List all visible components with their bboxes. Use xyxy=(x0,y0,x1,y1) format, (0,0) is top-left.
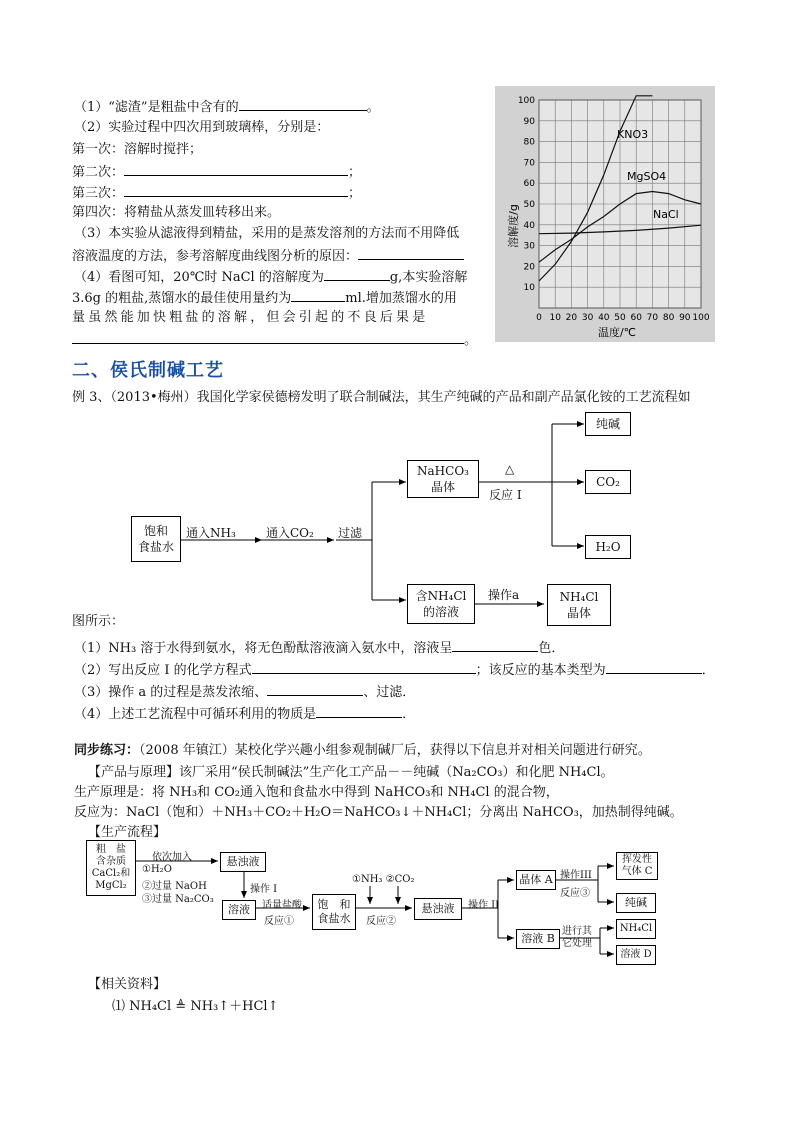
step3-label: 第三次： xyxy=(72,186,125,201)
q4-end: 。 xyxy=(464,333,478,348)
reaction1-label: 反应 I xyxy=(489,488,522,502)
prod-text: 该厂采用“侯氏制碱法”生产化工产品－－纯碱（Na₂CO₃）和化肥 NH₄Cl。 xyxy=(179,765,614,780)
y-tick-label: 50 xyxy=(523,200,535,210)
step-co2-label: 通入CO₂ xyxy=(266,526,314,540)
x-tick-label: 60 xyxy=(630,313,642,323)
q4-text: （4）看图可知，20℃时 NaCl 的溶解度为 xyxy=(74,270,324,285)
chart-xlabel: 温度/℃ xyxy=(597,326,637,339)
react1-label: 反应① xyxy=(264,916,294,927)
raw-salt-box xyxy=(86,840,136,896)
nh4cl-crystal-line2: 晶体 xyxy=(566,606,591,620)
x-tick-label: 80 xyxy=(662,313,675,323)
react3-label: 反应③ xyxy=(560,888,590,899)
gases-label: ①NH₃ ②CO₂ xyxy=(352,874,415,885)
op-a-label: 操作a xyxy=(488,588,520,602)
y-tick-label: 20 xyxy=(523,262,535,273)
step4-text: 第四次：将精盐从蒸发皿转移出来。 xyxy=(72,205,281,220)
y-tick-label: 70 xyxy=(523,158,535,169)
series-label-nacl: NaCl xyxy=(653,208,679,221)
sat-line2: 食盐水 xyxy=(317,912,351,925)
x-tick-label: 90 xyxy=(679,313,691,323)
suspension2-box: 悬浊液 xyxy=(414,898,462,920)
q3-text: （3）本实验从滤液得到精盐，采用的是蒸发溶剂的方法而不用降低 xyxy=(74,226,460,241)
op1-label: 操作 I xyxy=(250,884,278,895)
ex3-q1-end: 色． xyxy=(538,641,565,656)
gas-c-box xyxy=(616,852,658,880)
ref-title: 【相关资料】 xyxy=(88,977,167,992)
y-tick-label: 10 xyxy=(523,283,535,294)
add-in-label: 依次加入 xyxy=(152,852,192,863)
reagent-2: ②过量 NaOH xyxy=(142,881,207,892)
gas-c-line1: 挥发性 xyxy=(622,854,652,865)
reagent-1: ①H₂O xyxy=(142,864,172,875)
ex3-q2-text: （2）写出反应 I 的化学方程式 xyxy=(74,663,252,678)
step3-end: ； xyxy=(348,186,362,201)
op3-label: 操作III xyxy=(560,870,592,881)
step2-label: 第二次： xyxy=(72,165,125,180)
nh4cl-crystal-line1: NH₄Cl xyxy=(559,590,599,604)
step1-text: 第一次：溶解时搅拌； xyxy=(72,142,203,157)
prod-title: 【产品与原理】 xyxy=(88,765,180,780)
y-tick-label: 60 xyxy=(523,179,535,190)
co2-box: CO₂ xyxy=(585,470,631,494)
raw-line2: 含杂质 xyxy=(96,856,126,867)
x-tick-label: 20 xyxy=(565,313,578,323)
raw-line4: MgCl₂ xyxy=(95,880,127,891)
q1-end: 。 xyxy=(366,100,380,115)
q2-text: （2）实验过程中四次用到玻璃棒，分别是： xyxy=(74,120,330,135)
x-tick-label: 10 xyxy=(549,313,561,323)
x-tick-label: 0 xyxy=(536,313,542,323)
suspension-box: 悬浊液 xyxy=(220,852,266,872)
y-tick-label: 90 xyxy=(523,116,535,127)
chart-ylabel: 溶解度/g xyxy=(507,204,520,248)
x-tick-label: 100 xyxy=(692,313,710,323)
y-tick-label: 80 xyxy=(523,137,535,148)
sync-label: 同步练习： xyxy=(74,743,140,758)
y-tick-label: 100 xyxy=(517,96,535,106)
reagent-3: ③过量 Na₂CO₃ xyxy=(142,894,214,905)
y-tick-label: 30 xyxy=(523,241,535,252)
ref-item-1: ⑴ NH₄Cl ≜ NH₃↑＋HCl↑ xyxy=(112,999,279,1014)
heat-symbol: △ xyxy=(505,462,515,476)
q4-unit: g,本实验溶解 xyxy=(389,270,468,285)
step-filter-label: 过滤 xyxy=(338,526,363,540)
x-tick-label: 40 xyxy=(598,313,610,323)
react2-label: 反应② xyxy=(366,916,396,927)
x-tick-label: 30 xyxy=(581,313,594,323)
q3-reason-label: 溶液温度的方法，参考溶解度曲线图分析的原因： xyxy=(72,249,359,264)
ex3-q2-text2: ；该反应的基本类型为 xyxy=(475,663,606,678)
raw-line1: 粗 盐 xyxy=(96,844,126,855)
step2-end: ； xyxy=(348,165,362,180)
sync-intro: （2008 年镇江）某校化学兴趣小组参观制碱厂后，获得以下信息并对相关问题进行研究。 xyxy=(139,743,651,758)
ex3-q2-end: ． xyxy=(701,663,715,678)
raw-line3: CaCl₂和 xyxy=(91,868,131,879)
series-label-mgso4: MgSO4 xyxy=(627,170,667,183)
ex3-q4-end: ． xyxy=(402,707,416,722)
nh4cl2-box: NH₄Cl xyxy=(616,919,656,939)
q4-text3: ml.增加蒸馏水的用 xyxy=(345,291,457,306)
op2-label: 操作 II xyxy=(468,900,500,911)
saturated-brine-box xyxy=(312,894,356,930)
sat-line1: 饱 和 xyxy=(317,898,351,911)
x-tick-label: 70 xyxy=(646,313,659,323)
other-process-label xyxy=(562,926,592,950)
h2o-box: H₂O xyxy=(585,535,631,559)
principle-line2: 反应为：NaCl（饱和）＋NH₃＋CO₂＋H₂O＝NaHCO₃↓＋NH₄Cl；分离出 NaHCO₃，加热制得纯碱。 xyxy=(74,805,683,820)
other-line2: 它处理 xyxy=(562,938,592,949)
q4-line3: 量虽然能加快粗盐的溶解，但会引起的不良后果是 xyxy=(72,310,429,325)
start-line2: 食盐水 xyxy=(137,540,174,554)
nahco3-line2: 晶体 xyxy=(430,480,455,494)
principle-line1: 生产原理是：将 NH₃和 CO₂通入饱和食盐水中得到 NaHCO₃和 NH₄Cl 的混合物， xyxy=(74,785,559,800)
solution-box: 溶液 xyxy=(222,900,256,920)
nh4cl-sol-line1: 含NH₄Cl xyxy=(415,589,467,603)
hcl-label: 适量盐酸 xyxy=(262,900,302,911)
q1-text: （1）“滤渣”是粗盐中含有的 xyxy=(74,100,239,115)
soda-box: 纯碱 xyxy=(585,412,631,436)
y-tick-label: 40 xyxy=(523,220,535,231)
figure-caption: 图所示： xyxy=(72,614,125,629)
ex3-q1-text: （1）NH₃ 溶于水得到氨水，将无色酚酞溶液滴入氨水中，溶液呈 xyxy=(74,641,453,656)
ex3-q3-text: （3）操作 a 的过程是蒸发浓缩、 xyxy=(74,685,268,700)
nahco3-line1: NaHCO₃ xyxy=(417,464,469,478)
soda2-box: 纯碱 xyxy=(616,893,656,913)
q4-text2: 3.6g 的粗盐,蒸馏水的最佳使用量约为 xyxy=(72,291,292,306)
solution-d-box: 溶液 D xyxy=(616,945,656,965)
step-nh3-label: 通入NH₃ xyxy=(186,526,236,540)
crystal-a-box: 晶体 A xyxy=(516,870,556,890)
section2-title: 二、侯氏制碱工艺 xyxy=(72,360,224,381)
solution-b-box: 溶液 B xyxy=(516,929,560,949)
x-tick-label: 50 xyxy=(614,313,626,323)
start-line1: 饱和 xyxy=(143,524,168,538)
gas-c-line2: 气体 C xyxy=(621,866,653,877)
other-line1: 进行其 xyxy=(562,926,592,937)
nh4cl-sol-line2: 的溶液 xyxy=(422,605,459,619)
ex3-q3-end: 、过滤． xyxy=(363,685,416,700)
series-label-kno3: KNO3 xyxy=(617,128,649,141)
example3-intro: 例 3、（2013•梅州）我国化学家侯德榜发明了联合制碱法，其生产纯碱的产品和副产品氯化铵的工艺流程如 xyxy=(72,390,691,405)
flow2-title: 【生产流程】 xyxy=(88,825,167,840)
ex3-q4-text: （4）上述工艺流程中可循环利用的物质是 xyxy=(74,707,317,722)
